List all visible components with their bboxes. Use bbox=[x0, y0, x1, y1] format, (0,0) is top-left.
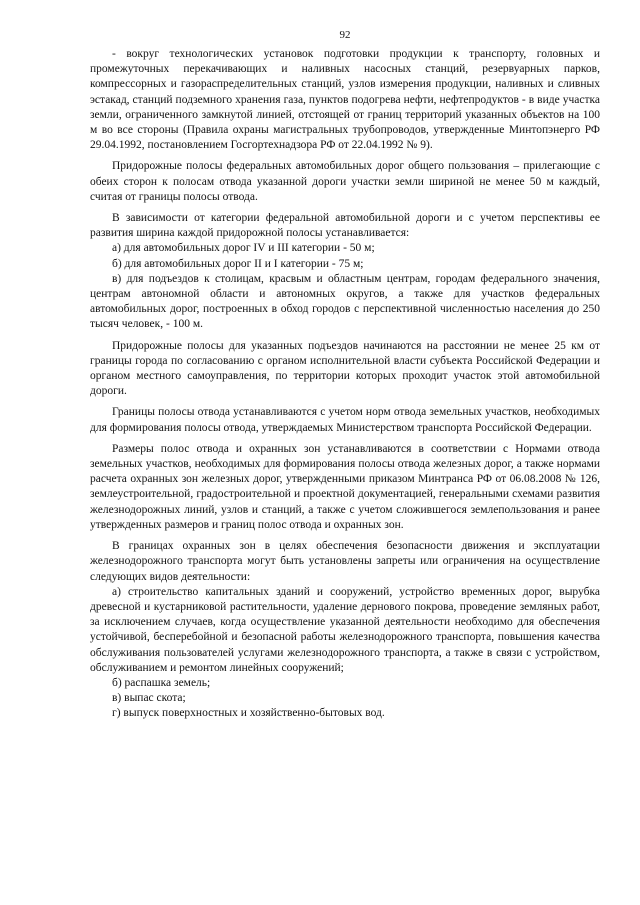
list-item-g-discharge: г) выпуск поверхностных и хозяйственно-бытовых вод. bbox=[112, 707, 385, 720]
list-item-a-construction: а) строительство капитальных зданий и сооружений, устройство временных дорог, вырубка древесной и кустарниковой растительности, удаление дернового покрова, проведение земляных работ, за исключением случаев, когда осуществление указанной деятельности необходимо для обеспечения устойчивой, бесперебойной и безопасной работы железнодорожного транспорта, повышения качества обслуживания пользователей услугами железнодорожного транспорта, а также в связи с устройством, обслуживанием и ремонтом линейных сооружений; bbox=[90, 585, 600, 674]
paragraph-protection-zones: В границах охранных зон в целях обеспечения безопасности движения и эксплуатации железнодорожного транспорта могут быть установлены запреты или ограничения на осуществление следующих видов деятельности: bbox=[90, 540, 600, 583]
list-item-v-roads: в) для подъездов к столицам, красвым и областным центрам, городам федерального значения, центрам автономной области и автономных округов, а также для участков федеральных автомобильных дорог, построенных в обход городов с перспективной численностью населения до 250 тысяч человек, - 100 м. bbox=[90, 272, 600, 331]
page-number: 92 bbox=[339, 29, 351, 41]
paragraph-pipeline-zones: - вокруг технологических установок подготовки продукции к транспорту, головных и промежуточных перекачивающих и наливных насосных станций, резервуарных парков, компрессорных и газораспределительных станций, узлов измерения продукции, наливных и сливных эстакад, станций подземного хранения газа, пунктов подогрева нефти, нефтепродуктов - в виде участка земли, ограниченного замкнутой линией, отстоящей от границ территорий указанных объектов на 100 м во все стороны (Правила охраны магистральных трубопроводов, утвержденные Минтопэнерго РФ 29.04.1992, постановлением Госгортехнадзора РФ от 22.04.1992 № 9). bbox=[90, 48, 600, 152]
paragraph-roadside-strips: Придорожные полосы федеральных автомобильных дорог общего пользования – прилегающие с обеих сторон к полосам отвода указанной дороги участки земли шириной не менее 50 м каждый, считая от границы полосы отвода. bbox=[90, 160, 600, 203]
paragraph-zone-sizes: Размеры полос отвода и охранных зон устанавливаются в соответствии с Нормами отвода земельных участков, необходимых для формирования полосы отвода железных дорог, а также нормами расчета охранных зон железных дорог, утвержденными приказом Минтранса РФ от 06.08.2008 № 126, землеустроительной, градостроительной и проектной документацией, генеральными схемами развития железнодорожных линий, узлов и станций, а также с учетом сложившегося землепользования и ранее утвержденных размеров и границ полос отвода и охранных зон. bbox=[90, 442, 600, 531]
list-item-b-roads: б) для автомобильных дорог II и I категории - 75 м; bbox=[112, 257, 364, 270]
list-item-a-roads: а) для автомобильных дорог IV и III категории - 50 м; bbox=[112, 242, 375, 255]
paragraph-approaches: Придорожные полосы для указанных подъездов начинаются на расстоянии не менее 25 км от границы города по согласованию с органом исполнительной власти субъекта Российской Федерации и органом местного самоуправления, по территории которых проходит участок этой автомобильной дороги. bbox=[90, 339, 600, 398]
list-item-v-grazing: в) выпас скота; bbox=[112, 692, 186, 705]
paragraph-allotment-borders: Границы полосы отвода устанавливаются с учетом норм отвода земельных участков, необходимых для формирования полосы отвода, утверждаемых Министерством транспорта Российской Федерации. bbox=[90, 406, 600, 434]
paragraph-category-dependence: В зависимости от категории федеральной автомобильной дороги и с учетом перспективы ее развития ширина каждой придорожной полосы устанавливается: bbox=[90, 212, 600, 240]
document-page bbox=[90, 28, 600, 722]
list-item-b-plowing: б) распашка земель; bbox=[112, 676, 211, 689]
